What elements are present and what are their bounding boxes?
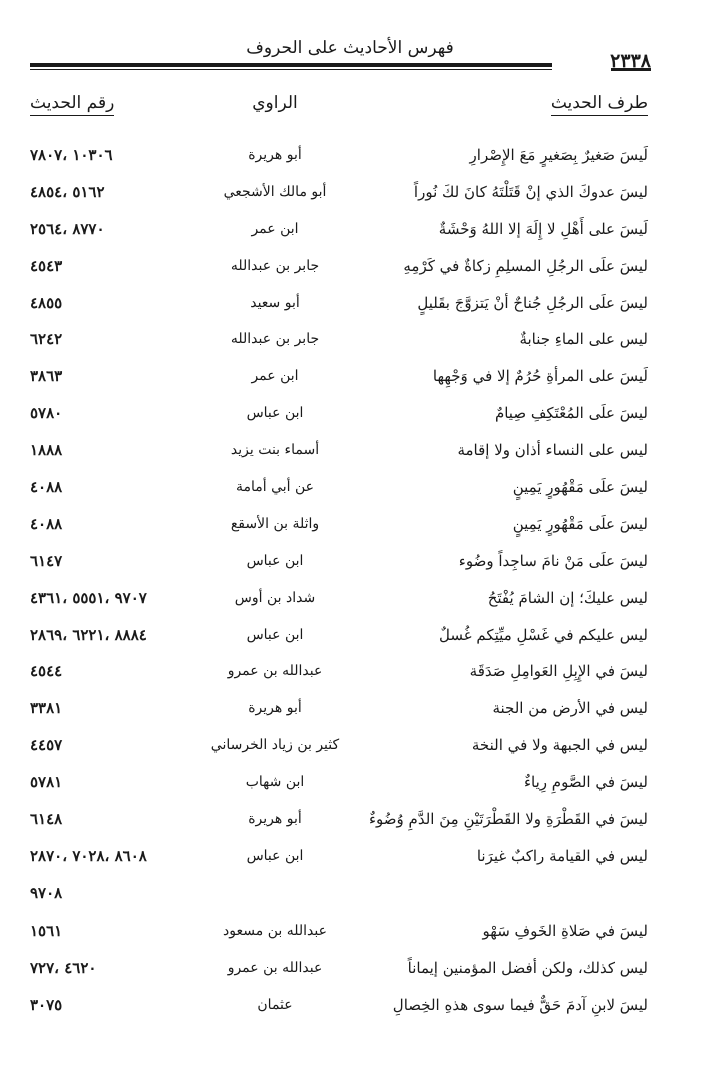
table-row [0, 841, 703, 878]
hadith-number: ٥١٦٢ ،٤٨٥٤ [30, 182, 105, 201]
hadith-tarf: ليسَ علَى الرجُلِ جُناحٌ أنْ يَتزوَّجَ بقَليلٍ [417, 293, 648, 312]
page-number: ٢٣٣٨ [610, 50, 651, 72]
hadith-number: ٤٨٥٥ [30, 293, 63, 312]
hadith-rawi: أسماء بنت يزيد [230, 442, 320, 459]
hadith-tarf: ليس في الجبهة ولا في النخة [471, 736, 648, 755]
table-row [0, 804, 703, 841]
hadith-tarf: ليس في القيامة راكبٌ غيرَنا [476, 846, 648, 865]
hadith-tarf: لَيسَ على أَهْلِ لا إِلَهَ إلا اللهُ وَحْشَةٌ [438, 219, 648, 238]
hadith-rawi: أبو هريرة [248, 700, 302, 717]
table-row [0, 509, 703, 546]
header-rule-thick [30, 63, 552, 67]
hadith-number: ٥٧٨١ [30, 773, 63, 792]
table-row [0, 288, 703, 325]
hadith-rawi: شداد بن أوس [234, 589, 316, 606]
hadith-tarf: ليسَ علَى المُعْتَكِفِ صِيامٌ [494, 404, 648, 423]
hadith-number: ٤٤٥٧ [30, 736, 63, 755]
table-row [0, 953, 703, 990]
hadith-number: ٣٠٧٥ [30, 995, 63, 1014]
running-title: فهرس الأحاديث على الحروف [246, 38, 454, 58]
hadith-rawi: عن أبي أمامة [235, 479, 315, 496]
hadith-tarf: ليس على الماءِ جنابةٌ [519, 330, 648, 349]
table-row [0, 398, 703, 435]
table-row [0, 730, 703, 767]
hadith-number: ٨٨٨٤ ،٦٢٢١ ،٢٨٦٩ [30, 625, 147, 644]
hadith-number: ١٠٣٠٦ ،٧٨٠٧ [30, 146, 113, 164]
hadith-rawi: كثير بن زياد الخرساني [210, 737, 340, 754]
hadith-rawi: جابر بن عبدالله [230, 331, 320, 348]
hadith-tarf: ليس عليكم في غَسْلِ ميِّتِكم غُسلٌ [439, 625, 648, 644]
hadith-rawi: واثلة بن الأسقع [230, 515, 320, 532]
hadith-tarf: ليس في الأرض من الجنة [492, 699, 648, 718]
hadith-rawi: عثمان [257, 996, 293, 1013]
hadith-tarf: ليسَ علَى مَنْ نامَ ساجِداً وضُوء [458, 551, 648, 570]
table-row [0, 361, 703, 398]
hadith-number: ١٨٨٨ [30, 441, 63, 460]
hadith-rawi: أبو سعيد [250, 294, 300, 311]
hadith-tarf: ليسَ علَى مَقْهُورٍ يَمِينٍ [512, 478, 648, 497]
hadith-number: ٤٠٨٨ [30, 514, 63, 533]
hadith-tarf: لَيسَ على المرأةِ حُرُمٌ إلا في وَجْهِها [432, 367, 648, 386]
hadith-tarf: لَيسَ صَغيرٌ بِصَغيرٍ مَعَ الإِصْرارِ [469, 146, 648, 164]
table-row [0, 767, 703, 804]
hadith-rawi: عبدالله بن عمرو [227, 959, 323, 976]
hadith-tarf: ليس عليكَ؛ إن الشامَ يُفْتَحُ [487, 588, 648, 607]
hadith-rawi: جابر بن عبدالله [230, 257, 320, 274]
table-row [0, 177, 703, 214]
table-row [0, 546, 703, 583]
table-row [0, 324, 703, 361]
hadith-rawi: عبدالله بن مسعود [223, 922, 327, 939]
table-row [0, 990, 703, 1027]
hadith-index-table [0, 140, 703, 1026]
table-row [0, 435, 703, 472]
hadith-number: ٨٧٧٠ ،٢٥٦٤ [30, 219, 105, 238]
table-row [0, 916, 703, 953]
hadith-tarf: ليسَ في الصَّومِ رِياءٌ [523, 773, 648, 792]
hadith-number: ٣٣٨١ [30, 699, 63, 718]
hadith-rawi: ابن عباس [246, 552, 304, 569]
table-row [0, 656, 703, 693]
hadith-rawi: ابن شهاب [245, 774, 305, 791]
hadith-tarf: ليسَ في الإِبِلِ العَوامِلِ صَدَقَة [469, 662, 648, 681]
hadith-rawi: أبو هريرة [248, 811, 302, 828]
column-header-raqm: رقم الحديث [30, 93, 114, 116]
hadith-tarf: ليس كذلك، ولكن أفضل المؤمنين إيماناً [407, 958, 648, 977]
table-row [0, 140, 703, 177]
table-row [0, 214, 703, 251]
page-header [30, 38, 651, 74]
hadith-number: ٤٥٤٣ [30, 256, 63, 275]
hadith-number: ٦١٤٨ [30, 810, 63, 829]
hadith-number: ٣٨٦٣ [30, 367, 63, 386]
hadith-rawi: ابن عمر [251, 368, 299, 385]
hadith-number: ٦٢٤٢ [30, 330, 63, 349]
table-row [0, 472, 703, 509]
hadith-number: ٩٧٠٨ [30, 883, 63, 902]
hadith-rawi: ابن عباس [246, 626, 304, 643]
hadith-tarf: ليسَ لابنِ آدمَ حَقٌّ فيما سوى هذهِ الخِصالِ [392, 995, 648, 1014]
table-row [0, 693, 703, 730]
table-row [0, 251, 703, 288]
hadith-number: ٥٧٨٠ [30, 404, 63, 423]
hadith-rawi: عبدالله بن عمرو [227, 663, 323, 680]
hadith-rawi: أبو مالك الأشجعي [223, 183, 327, 200]
hadith-rawi: ابن عباس [246, 847, 304, 864]
hadith-number: ٤٠٨٨ [30, 478, 63, 497]
hadith-number: ١٥٦١ [30, 921, 63, 940]
table-row [0, 583, 703, 620]
hadith-rawi: أبو هريرة [248, 147, 302, 163]
hadith-rawi: ابن عمر [251, 220, 299, 237]
column-header-tarf: طرف الحديث [551, 93, 648, 116]
hadith-number: ٩٧٠٧ ،٥٥٥١ ،٤٣٦١ [30, 588, 147, 607]
hadith-rawi: ابن عباس [246, 405, 304, 422]
hadith-number: ٤٥٤٤ [30, 662, 63, 681]
table-row [0, 620, 703, 657]
hadith-tarf: ليسَ عدوكَ الذي إنْ قَتَلْتَهُ كانَ لكَ نُوراً [413, 182, 648, 201]
column-header-rawi: الراوي [252, 93, 298, 113]
hadith-tarf: ليسَ علَى الرجُلِ المسلِمِ زكاةٌ في كَرْمِهِ [403, 256, 648, 275]
header-rule-thin [30, 69, 552, 70]
hadith-number: ٦١٤٧ [30, 551, 63, 570]
hadith-number: ٨٦٠٨ ،٧٠٢٨ ،٢٨٧٠ [30, 846, 147, 865]
hadith-tarf: ليسَ في صَلاةِ الخَوفِ سَهْو [482, 921, 648, 940]
hadith-tarf: ليس على النساء أذان ولا إقامة [457, 441, 648, 460]
table-row [0, 878, 703, 916]
hadith-tarf: ليسَ في القَطْرَةِ ولا القَطْرَتَيْنِ مِنَ الدَّمِ وُضُوءٌ [369, 810, 648, 829]
hadith-rawi [185, 878, 365, 908]
hadith-tarf: ليسَ علَى مَقْهُورٍ يَمِينٍ [512, 514, 648, 533]
hadith-number: ٤٦٢٠ ،٧٢٧ [30, 958, 97, 977]
